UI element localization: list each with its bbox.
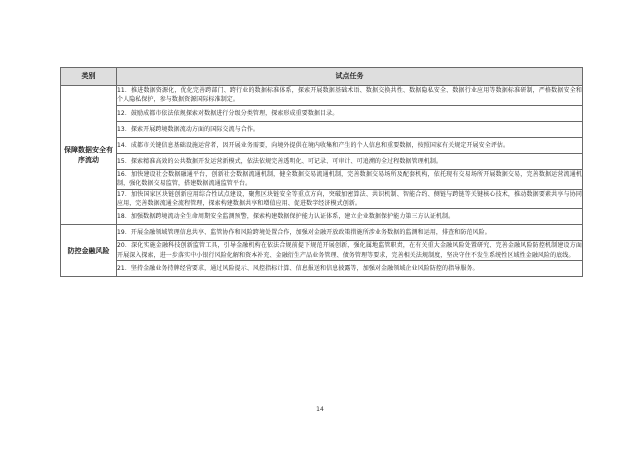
task-item-14: 14．成都市关键信息基础设施运营者，因开展业务需要，向境外提供在境内收集和产生的个人信息和重要数据，按照国家有关规定开展安全评估。	[117, 137, 583, 153]
task-item-12: 12．鼓励成都市依法依规探索对数据进行分级分类管理，探索形成重要数据目录。	[117, 105, 583, 121]
table-row	[61, 225, 583, 241]
table-row	[61, 169, 583, 189]
page-number: 14	[316, 406, 324, 413]
task-item-18: 18．加强数据跨境流动全生命周期安全监测预警，探索构建数据保护能力认证体系，建立企业数据保护能力第三方认证机制。	[117, 209, 583, 225]
task-item-20: 20．深化实施金融科技创新监管工具，引导金融机构在依法合规前提下规范开展创新，强化属地监管职责，在有关重大金融风险处置研究、完善金融风险防控机制建设方面开展深入探索，进一步落实中小银行风险化解和资本补充、金融衍生产品业务管理、债务管理等要求，完善相关法规制度，坚决守住不发生系统性区域性金融风险的底线。	[117, 242, 582, 259]
category-header: 类别	[61, 68, 117, 86]
task-item-16: 16．加快建设社会数据融通平台，创新社会数据流通机制，健全数据交易流通机制，完善数据交易场所及配套机构，依托现有交易场所开展数据交易，完善数据运营流通机制，强化数据交易监管，搭建数据流通监管平台。	[117, 170, 582, 188]
table-row	[61, 189, 583, 209]
table-header-row	[61, 68, 583, 86]
task-item-17: 17．加快国家区块链创新应用综合性试点建设，聚焦区块链安全等重点方向，突破加密算法、共识机制、智能合约、侧链与跨链等关键核心技术，推动数据要素共享与协同应用，完善数据流通全流程管理，探索构建数据共享和增值应用、促进数字经济模式创新。	[117, 190, 582, 208]
table-row	[61, 153, 583, 169]
table-row	[61, 86, 583, 106]
table-row	[61, 137, 583, 153]
task-item-15: 15．探索精准高效的公共数据开发运营新模式，依法依规完善透明化、可记录、可审计、可追溯的全过程数据管理机制。	[117, 153, 583, 169]
table-row	[61, 209, 583, 225]
category-financial-risk: 防控金融风险	[61, 225, 117, 277]
task-item-13: 13．探索开展跨境数据流动方面的国际交流与合作。	[117, 121, 583, 137]
table-row	[61, 261, 583, 277]
table-row	[61, 121, 583, 137]
tasks-header: 试点任务	[117, 68, 583, 86]
pilot-tasks-table	[60, 67, 583, 277]
table-row	[61, 241, 583, 261]
task-item-21: 21．坚持金融业务持牌经营要求，通过风险提示、风控指标计算、信息报送和信息披露等，加强对金融领域企业风险防控的指导服务。	[117, 261, 583, 277]
table-row	[61, 105, 583, 121]
task-item-19: 19．开展金融领域管理信息共享、监管协作和风险跨境处置合作，加强对金融开放政策措施所涉业务数据的监测和运用，排查和防范风险。	[117, 225, 583, 241]
task-item-11: 11．推进数据资源化，优化完善跨部门、跨行业的数据标准体系，探索开展数据基础术语、数据交换共性、数据隐私安全、数据行业应用等数据标准研制，严格数据安全和个人隐私保护，参与数据资源国际标准制定。	[117, 87, 582, 104]
category-data-security: 保障数据安全有序流动	[61, 86, 117, 225]
